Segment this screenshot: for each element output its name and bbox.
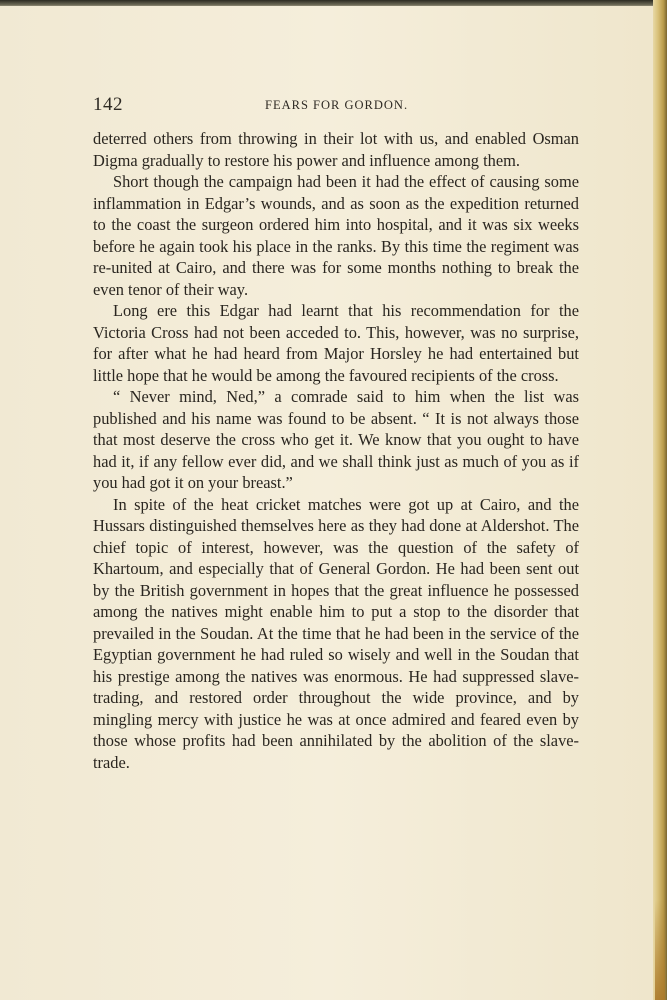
paragraph: “ Never mind, Ned,” a comrade said to him when the list was published and his name was found to be absent. “ It is not always those that most deserve the cross who get it. We know that you ought to have had it, if any fellow ever did, and we shall think just as much of you as if you had got it on your breast.” bbox=[93, 387, 579, 492]
body-text bbox=[93, 128, 579, 773]
paragraph: Short though the campaign had been it had the effect of causing some inflammation in Edgar’s wounds, and as soon as the expedition returned to the coast the surgeon ordered him into hospital, and it was six weeks before he again took his place in the ranks. By this time the regiment was re-united at Cairo, and there was for some months nothing to break the even tenor of their way. bbox=[93, 172, 579, 299]
page-right-edge bbox=[653, 0, 667, 1000]
paragraph: In spite of the heat cricket matches were got up at Cairo, and the Hussars distinguished themselves here as they had done at Aldershot. The chief topic of interest, however, was the question of the safety of Khartoum, and especially that of General Gordon. He had been sent out by the British government in hopes that the great influence he possessed among the natives might enable him to put a stop to the disorder that prevailed in the Soudan. At the time that he had been in the service of the Egyptian government he had ruled so wisely and well in the Soudan that his prestige among the natives was enormous. He had suppressed slave-trading, and restored order throughout the wide province, and by mingling mercy with justice he was at once admired and feared even by those whose profits had been annihilated by the abolition of the slave-trade. bbox=[93, 494, 579, 772]
page-number: 142 bbox=[93, 94, 123, 115]
page-edge-shadow bbox=[655, 900, 665, 1000]
page-header bbox=[93, 94, 579, 118]
running-head: FEARS FOR GORDON. bbox=[265, 98, 409, 112]
paragraph: deterred others from throwing in their lot with us, and enabled Osman Digma gradually to restore his power and influence among them. bbox=[93, 129, 579, 170]
paragraph: Long ere this Edgar had learnt that his recommendation for the Victoria Cross had not been acceded to. This, however, was no surprise, for after what he had heard from Major Horsley he had entertained but little hope that he would be among the favoured recipients of the cross. bbox=[93, 301, 579, 385]
